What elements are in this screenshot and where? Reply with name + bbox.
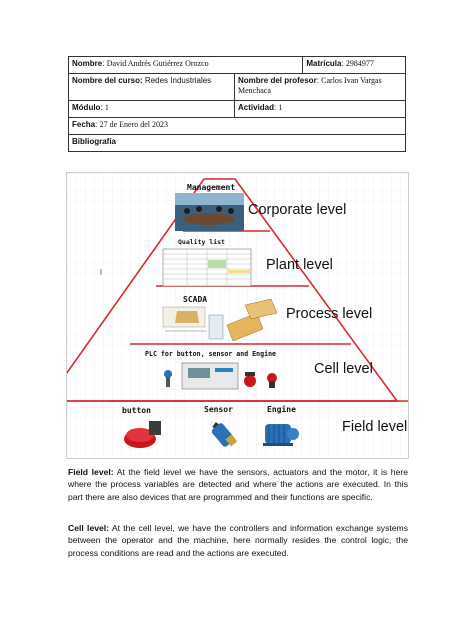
nombre-cell: Nombre: David Andrés Gutiérrez Orozco <box>69 57 303 74</box>
fecha-value: 27 de Enero del 2023 <box>99 120 169 129</box>
automation-pyramid-figure <box>66 172 409 459</box>
plant-level-title: Plant level <box>266 257 333 273</box>
profesor-value: Carlos Ivan Vargas Menchaca <box>238 76 382 95</box>
bibliografia-label: Bibliografía <box>72 137 117 146</box>
process-level-title: Process level <box>286 306 373 322</box>
field-level-paragraph <box>68 466 408 503</box>
curso-cell <box>69 74 235 101</box>
actividad-label: Actividad <box>238 103 275 112</box>
nombre-label: Nombre <box>72 59 103 68</box>
cell-level-paragraph <box>68 522 408 559</box>
automation-pyramid <box>67 173 409 459</box>
matricula-value: 2984977 <box>345 59 374 68</box>
management-photo <box>175 193 244 231</box>
button-item-label: button <box>122 406 151 415</box>
quality-list-tag: Quality list <box>178 238 225 246</box>
fecha-label: Fecha <box>72 120 96 129</box>
nombre-value: David Andrés Gutiérrez Orozco <box>106 59 209 68</box>
field-level-text: At the field level we have the sensors, actuators and the motor, it is here where the process variables are detected and where the actions are executed. In this part there are also devices that are programmed and their functions are specific. <box>68 467 408 502</box>
profesor-label: Nombre del profesor <box>238 76 317 85</box>
actividad-cell: Actividad: 1 <box>235 101 406 118</box>
cell-level-text: At the cell level, we have the controllers and information exchange systems between the operator and the machine, here normally resides the control logic, the process conditions are read and the actions are executed. <box>68 523 408 558</box>
actividad-value: 1 <box>278 103 283 112</box>
matricula-label: Matrícula <box>306 59 342 68</box>
cell-level-term: Cell level: <box>68 523 110 533</box>
field-level-title: Field level <box>342 419 408 435</box>
curso-label: Nombre del curso: <box>72 76 143 85</box>
matricula-cell: Matrícula: 2984977 <box>303 57 406 74</box>
engine-item-label: Engine <box>267 405 296 414</box>
bibliografia-cell <box>69 135 406 152</box>
modulo-value: 1 <box>104 103 109 112</box>
management-tag: Management <box>187 183 236 192</box>
curso-value: Redes Industriales <box>144 76 212 85</box>
cell-level-title: Cell level <box>314 361 373 377</box>
scada-tag: SCADA <box>183 295 208 304</box>
field-level-term: Field level: <box>68 467 114 477</box>
modulo-cell: Módulo: 1 <box>69 101 235 118</box>
profesor-cell: Nombre del profesor: Carlos Ivan Vargas Menchaca <box>235 74 406 101</box>
corporate-level-title: Corporate level <box>248 202 347 218</box>
quality-list-sheet <box>163 249 251 286</box>
student-info-table <box>68 56 406 152</box>
sensor-item-label: Sensor <box>204 405 233 414</box>
plc-tag: PLC for button, sensor and Engine <box>145 350 277 358</box>
fecha-cell: Fecha: 27 de Enero del 2023 <box>69 118 406 135</box>
modulo-label: Módulo <box>72 103 101 112</box>
